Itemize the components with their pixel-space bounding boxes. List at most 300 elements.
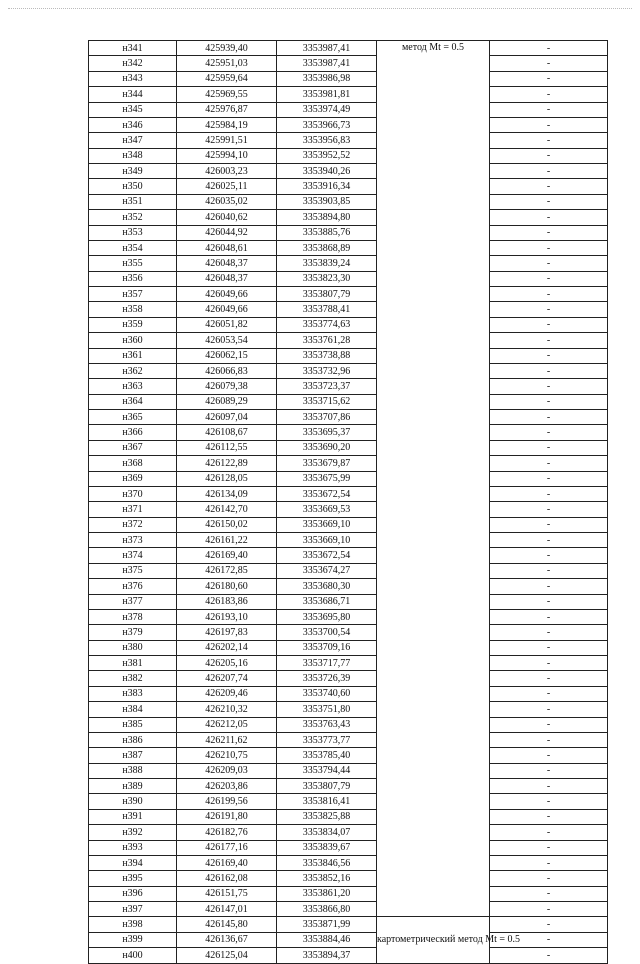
x-coordinate-cell: 426112,55 xyxy=(177,440,277,455)
table-row xyxy=(89,164,608,179)
point-name-cell: н390 xyxy=(89,794,177,809)
dash-cell: - xyxy=(490,102,608,117)
x-coordinate-cell: 425959,64 xyxy=(177,71,277,86)
y-coordinate-cell: 3353952,52 xyxy=(277,148,377,163)
x-coordinate-cell: 426049,66 xyxy=(177,302,277,317)
y-coordinate-cell: 3353903,85 xyxy=(277,194,377,209)
dash-cell: - xyxy=(490,117,608,132)
dash-cell: - xyxy=(490,579,608,594)
x-coordinate-cell: 426150,02 xyxy=(177,517,277,532)
table-row xyxy=(89,702,608,717)
dash-cell: - xyxy=(490,656,608,671)
point-name-cell: н385 xyxy=(89,717,177,732)
y-coordinate-cell: 3353940,26 xyxy=(277,164,377,179)
x-coordinate-cell: 426151,75 xyxy=(177,886,277,901)
y-coordinate-cell: 3353807,79 xyxy=(277,779,377,794)
table-row xyxy=(89,410,608,425)
point-name-cell: н371 xyxy=(89,502,177,517)
x-coordinate-cell: 425951,03 xyxy=(177,56,277,71)
x-coordinate-cell: 426097,04 xyxy=(177,410,277,425)
point-name-cell: н382 xyxy=(89,671,177,686)
y-coordinate-cell: 3353690,20 xyxy=(277,440,377,455)
dash-cell: - xyxy=(490,948,608,963)
point-name-cell: н341 xyxy=(89,41,177,56)
y-coordinate-cell: 3353726,39 xyxy=(277,671,377,686)
x-coordinate-cell: 426053,54 xyxy=(177,333,277,348)
point-name-cell: н354 xyxy=(89,240,177,255)
dash-cell: - xyxy=(490,348,608,363)
table-row xyxy=(89,41,608,56)
dash-cell: - xyxy=(490,210,608,225)
table-row xyxy=(89,609,608,624)
dash-cell: - xyxy=(490,548,608,563)
dash-cell: - xyxy=(490,902,608,917)
y-coordinate-cell: 3353981,81 xyxy=(277,87,377,102)
x-coordinate-cell: 425984,19 xyxy=(177,117,277,132)
y-coordinate-cell: 3353788,41 xyxy=(277,302,377,317)
point-name-cell: н360 xyxy=(89,333,177,348)
table-row xyxy=(89,671,608,686)
point-name-cell: н349 xyxy=(89,164,177,179)
method-note-cell-bottom: картометрический метод Mt = 0.5 xyxy=(377,917,490,963)
table-row xyxy=(89,779,608,794)
dash-cell: - xyxy=(490,379,608,394)
point-name-cell: н348 xyxy=(89,148,177,163)
x-coordinate-cell: 425994,10 xyxy=(177,148,277,163)
table-row xyxy=(89,486,608,501)
dash-cell: - xyxy=(490,471,608,486)
table-row xyxy=(89,379,608,394)
table-row xyxy=(89,394,608,409)
x-coordinate-cell: 426193,10 xyxy=(177,609,277,624)
y-coordinate-cell: 3353823,30 xyxy=(277,271,377,286)
x-coordinate-cell: 426209,46 xyxy=(177,686,277,701)
table-row xyxy=(89,71,608,86)
dash-cell: - xyxy=(490,148,608,163)
dash-cell: - xyxy=(490,886,608,901)
table-row xyxy=(89,748,608,763)
y-coordinate-cell: 3353816,41 xyxy=(277,794,377,809)
point-name-cell: н356 xyxy=(89,271,177,286)
x-coordinate-cell: 426044,92 xyxy=(177,225,277,240)
x-coordinate-cell: 426147,01 xyxy=(177,902,277,917)
point-name-cell: н344 xyxy=(89,87,177,102)
dash-cell: - xyxy=(490,179,608,194)
x-coordinate-cell: 426108,67 xyxy=(177,425,277,440)
table-row xyxy=(89,502,608,517)
point-name-cell: н358 xyxy=(89,302,177,317)
x-coordinate-cell: 426172,85 xyxy=(177,563,277,578)
table-row xyxy=(89,886,608,901)
table-row xyxy=(89,56,608,71)
x-coordinate-cell: 425976,87 xyxy=(177,102,277,117)
dash-cell: - xyxy=(490,917,608,932)
point-name-cell: н384 xyxy=(89,702,177,717)
x-coordinate-cell: 426089,29 xyxy=(177,394,277,409)
x-coordinate-cell: 425969,55 xyxy=(177,87,277,102)
dash-cell: - xyxy=(490,410,608,425)
y-coordinate-cell: 3353852,16 xyxy=(277,871,377,886)
point-name-cell: н350 xyxy=(89,179,177,194)
point-name-cell: н399 xyxy=(89,932,177,947)
table-row xyxy=(89,179,608,194)
dash-cell: - xyxy=(490,502,608,517)
point-name-cell: н359 xyxy=(89,317,177,332)
point-name-cell: н393 xyxy=(89,840,177,855)
dash-cell: - xyxy=(490,533,608,548)
table-row xyxy=(89,732,608,747)
y-coordinate-cell: 3353761,28 xyxy=(277,333,377,348)
y-coordinate-cell: 3353868,89 xyxy=(277,240,377,255)
dash-cell: - xyxy=(490,56,608,71)
point-name-cell: н379 xyxy=(89,625,177,640)
scan-top-marks xyxy=(8,8,632,15)
x-coordinate-cell: 426199,56 xyxy=(177,794,277,809)
point-name-cell: н357 xyxy=(89,287,177,302)
x-coordinate-cell: 426122,89 xyxy=(177,456,277,471)
point-name-cell: н383 xyxy=(89,686,177,701)
point-name-cell: н366 xyxy=(89,425,177,440)
point-name-cell: н346 xyxy=(89,117,177,132)
table-row xyxy=(89,717,608,732)
x-coordinate-cell: 426203,86 xyxy=(177,779,277,794)
y-coordinate-cell: 3353669,53 xyxy=(277,502,377,517)
table-row xyxy=(89,794,608,809)
x-coordinate-cell: 426162,08 xyxy=(177,871,277,886)
point-name-cell: н353 xyxy=(89,225,177,240)
table-row xyxy=(89,686,608,701)
x-coordinate-cell: 426035,02 xyxy=(177,194,277,209)
point-name-cell: н355 xyxy=(89,256,177,271)
table-row xyxy=(89,363,608,378)
dash-cell: - xyxy=(490,240,608,255)
table-row xyxy=(89,471,608,486)
point-name-cell: н363 xyxy=(89,379,177,394)
x-coordinate-cell: 426136,67 xyxy=(177,932,277,947)
dash-cell: - xyxy=(490,640,608,655)
dash-cell: - xyxy=(490,625,608,640)
coordinates-table-body xyxy=(89,41,608,964)
table-row xyxy=(89,640,608,655)
y-coordinate-cell: 3353700,54 xyxy=(277,625,377,640)
table-row xyxy=(89,240,608,255)
point-name-cell: н372 xyxy=(89,517,177,532)
table-row xyxy=(89,902,608,917)
y-coordinate-cell: 3353740,60 xyxy=(277,686,377,701)
point-name-cell: н378 xyxy=(89,609,177,624)
dash-cell: - xyxy=(490,717,608,732)
y-coordinate-cell: 3353709,16 xyxy=(277,640,377,655)
dash-cell: - xyxy=(490,225,608,240)
dash-cell: - xyxy=(490,517,608,532)
x-coordinate-cell: 426209,03 xyxy=(177,763,277,778)
point-name-cell: н396 xyxy=(89,886,177,901)
y-coordinate-cell: 3353669,10 xyxy=(277,533,377,548)
dash-cell: - xyxy=(490,825,608,840)
y-coordinate-cell: 3353674,27 xyxy=(277,563,377,578)
dash-cell: - xyxy=(490,671,608,686)
dash-cell: - xyxy=(490,855,608,870)
point-name-cell: н347 xyxy=(89,133,177,148)
point-name-cell: н376 xyxy=(89,579,177,594)
table-row xyxy=(89,656,608,671)
dash-cell: - xyxy=(490,133,608,148)
y-coordinate-cell: 3353686,71 xyxy=(277,594,377,609)
x-coordinate-cell: 426205,16 xyxy=(177,656,277,671)
table-row xyxy=(89,194,608,209)
dash-cell: - xyxy=(490,779,608,794)
table-row xyxy=(89,87,608,102)
x-coordinate-cell: 426169,40 xyxy=(177,548,277,563)
y-coordinate-cell: 3353738,88 xyxy=(277,348,377,363)
point-name-cell: н352 xyxy=(89,210,177,225)
x-coordinate-cell: 426049,66 xyxy=(177,287,277,302)
dash-cell: - xyxy=(490,41,608,56)
y-coordinate-cell: 3353974,49 xyxy=(277,102,377,117)
y-coordinate-cell: 3353986,98 xyxy=(277,71,377,86)
y-coordinate-cell: 3353680,30 xyxy=(277,579,377,594)
dash-cell: - xyxy=(490,302,608,317)
table-row xyxy=(89,256,608,271)
x-coordinate-cell: 425939,40 xyxy=(177,41,277,56)
point-name-cell: н375 xyxy=(89,563,177,578)
x-coordinate-cell: 426161,22 xyxy=(177,533,277,548)
x-coordinate-cell: 425991,51 xyxy=(177,133,277,148)
x-coordinate-cell: 426048,37 xyxy=(177,256,277,271)
dash-cell: - xyxy=(490,609,608,624)
x-coordinate-cell: 426180,60 xyxy=(177,579,277,594)
y-coordinate-cell: 3353866,80 xyxy=(277,902,377,917)
dash-cell: - xyxy=(490,794,608,809)
y-coordinate-cell: 3353763,43 xyxy=(277,717,377,732)
y-coordinate-cell: 3353839,67 xyxy=(277,840,377,855)
table-row xyxy=(89,271,608,286)
y-coordinate-cell: 3353717,77 xyxy=(277,656,377,671)
point-name-cell: н388 xyxy=(89,763,177,778)
y-coordinate-cell: 3353794,44 xyxy=(277,763,377,778)
point-name-cell: н392 xyxy=(89,825,177,840)
y-coordinate-cell: 3353774,63 xyxy=(277,317,377,332)
table-row xyxy=(89,225,608,240)
x-coordinate-cell: 426177,16 xyxy=(177,840,277,855)
table-row xyxy=(89,579,608,594)
table-row xyxy=(89,287,608,302)
table-row xyxy=(89,825,608,840)
point-name-cell: н342 xyxy=(89,56,177,71)
point-name-cell: н381 xyxy=(89,656,177,671)
table-row xyxy=(89,102,608,117)
y-coordinate-cell: 3353966,73 xyxy=(277,117,377,132)
dash-cell: - xyxy=(490,287,608,302)
dash-cell: - xyxy=(490,425,608,440)
dash-cell: - xyxy=(490,194,608,209)
point-name-cell: н400 xyxy=(89,948,177,963)
x-coordinate-cell: 426128,05 xyxy=(177,471,277,486)
point-name-cell: н345 xyxy=(89,102,177,117)
y-coordinate-cell: 3353679,87 xyxy=(277,456,377,471)
x-coordinate-cell: 426051,82 xyxy=(177,317,277,332)
table-row xyxy=(89,763,608,778)
dash-cell: - xyxy=(490,486,608,501)
point-name-cell: н365 xyxy=(89,410,177,425)
point-name-cell: н343 xyxy=(89,71,177,86)
point-name-cell: н370 xyxy=(89,486,177,501)
dash-cell: - xyxy=(490,333,608,348)
table-row xyxy=(89,210,608,225)
y-coordinate-cell: 3353871,99 xyxy=(277,917,377,932)
table-row xyxy=(89,917,608,932)
table-row xyxy=(89,533,608,548)
table-row xyxy=(89,117,608,132)
table-row xyxy=(89,840,608,855)
x-coordinate-cell: 426062,15 xyxy=(177,348,277,363)
point-name-cell: н351 xyxy=(89,194,177,209)
point-name-cell: н367 xyxy=(89,440,177,455)
point-name-cell: н387 xyxy=(89,748,177,763)
point-name-cell: н373 xyxy=(89,533,177,548)
y-coordinate-cell: 3353751,80 xyxy=(277,702,377,717)
point-name-cell: н398 xyxy=(89,917,177,932)
table-row xyxy=(89,148,608,163)
y-coordinate-cell: 3353894,80 xyxy=(277,210,377,225)
dash-cell: - xyxy=(490,686,608,701)
y-coordinate-cell: 3353825,88 xyxy=(277,809,377,824)
point-name-cell: н386 xyxy=(89,732,177,747)
x-coordinate-cell: 426145,80 xyxy=(177,917,277,932)
x-coordinate-cell: 426025,11 xyxy=(177,179,277,194)
dash-cell: - xyxy=(490,748,608,763)
table-row xyxy=(89,440,608,455)
table-row xyxy=(89,517,608,532)
x-coordinate-cell: 426048,61 xyxy=(177,240,277,255)
table-row xyxy=(89,425,608,440)
coordinates-table xyxy=(88,40,608,964)
x-coordinate-cell: 426003,23 xyxy=(177,164,277,179)
x-coordinate-cell: 426066,83 xyxy=(177,363,277,378)
point-name-cell: н364 xyxy=(89,394,177,409)
dash-cell: - xyxy=(490,594,608,609)
point-name-cell: н374 xyxy=(89,548,177,563)
y-coordinate-cell: 3353861,20 xyxy=(277,886,377,901)
y-coordinate-cell: 3353695,80 xyxy=(277,609,377,624)
point-name-cell: н391 xyxy=(89,809,177,824)
y-coordinate-cell: 3353894,37 xyxy=(277,948,377,963)
dash-cell: - xyxy=(490,71,608,86)
y-coordinate-cell: 3353707,86 xyxy=(277,410,377,425)
dash-cell: - xyxy=(490,256,608,271)
dash-cell: - xyxy=(490,871,608,886)
x-coordinate-cell: 426183,86 xyxy=(177,594,277,609)
y-coordinate-cell: 3353672,54 xyxy=(277,548,377,563)
table-row xyxy=(89,133,608,148)
table-row xyxy=(89,333,608,348)
x-coordinate-cell: 426048,37 xyxy=(177,271,277,286)
y-coordinate-cell: 3353987,41 xyxy=(277,41,377,56)
x-coordinate-cell: 426169,40 xyxy=(177,855,277,870)
dash-cell: - xyxy=(490,440,608,455)
y-coordinate-cell: 3353723,37 xyxy=(277,379,377,394)
x-coordinate-cell: 426079,38 xyxy=(177,379,277,394)
method-note-cell: метод Mt = 0.5 xyxy=(377,41,490,917)
x-coordinate-cell: 426197,83 xyxy=(177,625,277,640)
y-coordinate-cell: 3353834,07 xyxy=(277,825,377,840)
table-row xyxy=(89,348,608,363)
y-coordinate-cell: 3353773,77 xyxy=(277,732,377,747)
y-coordinate-cell: 3353715,62 xyxy=(277,394,377,409)
x-coordinate-cell: 426134,09 xyxy=(177,486,277,501)
x-coordinate-cell: 426125,04 xyxy=(177,948,277,963)
dash-cell: - xyxy=(490,932,608,947)
y-coordinate-cell: 3353956,83 xyxy=(277,133,377,148)
table-row xyxy=(89,456,608,471)
point-name-cell: н377 xyxy=(89,594,177,609)
dash-cell: - xyxy=(490,456,608,471)
table-row xyxy=(89,563,608,578)
y-coordinate-cell: 3353672,54 xyxy=(277,486,377,501)
x-coordinate-cell: 426210,32 xyxy=(177,702,277,717)
y-coordinate-cell: 3353807,79 xyxy=(277,287,377,302)
dash-cell: - xyxy=(490,164,608,179)
point-name-cell: н361 xyxy=(89,348,177,363)
y-coordinate-cell: 3353916,34 xyxy=(277,179,377,194)
table-row xyxy=(89,594,608,609)
y-coordinate-cell: 3353732,96 xyxy=(277,363,377,378)
x-coordinate-cell: 426212,05 xyxy=(177,717,277,732)
dash-cell: - xyxy=(490,840,608,855)
point-name-cell: н389 xyxy=(89,779,177,794)
point-name-cell: н397 xyxy=(89,902,177,917)
x-coordinate-cell: 426191,80 xyxy=(177,809,277,824)
y-coordinate-cell: 3353695,37 xyxy=(277,425,377,440)
table-row xyxy=(89,302,608,317)
x-coordinate-cell: 426142,70 xyxy=(177,502,277,517)
y-coordinate-cell: 3353884,46 xyxy=(277,932,377,947)
x-coordinate-cell: 426207,74 xyxy=(177,671,277,686)
dash-cell: - xyxy=(490,809,608,824)
dash-cell: - xyxy=(490,702,608,717)
table-row xyxy=(89,948,608,963)
table-row xyxy=(89,625,608,640)
x-coordinate-cell: 426202,14 xyxy=(177,640,277,655)
y-coordinate-cell: 3353839,24 xyxy=(277,256,377,271)
y-coordinate-cell: 3353846,56 xyxy=(277,855,377,870)
point-name-cell: н362 xyxy=(89,363,177,378)
point-name-cell: н368 xyxy=(89,456,177,471)
table-row xyxy=(89,317,608,332)
dash-cell: - xyxy=(490,563,608,578)
point-name-cell: н380 xyxy=(89,640,177,655)
table-row xyxy=(89,855,608,870)
point-name-cell: н369 xyxy=(89,471,177,486)
dash-cell: - xyxy=(490,763,608,778)
dash-cell: - xyxy=(490,87,608,102)
dash-cell: - xyxy=(490,732,608,747)
table-row xyxy=(89,809,608,824)
dash-cell: - xyxy=(490,271,608,286)
table-row xyxy=(89,871,608,886)
point-name-cell: н394 xyxy=(89,855,177,870)
table-row xyxy=(89,548,608,563)
dash-cell: - xyxy=(490,363,608,378)
y-coordinate-cell: 3353987,41 xyxy=(277,56,377,71)
y-coordinate-cell: 3353885,76 xyxy=(277,225,377,240)
x-coordinate-cell: 426210,75 xyxy=(177,748,277,763)
dash-cell: - xyxy=(490,394,608,409)
y-coordinate-cell: 3353675,99 xyxy=(277,471,377,486)
table-row xyxy=(89,932,608,947)
x-coordinate-cell: 426211,62 xyxy=(177,732,277,747)
x-coordinate-cell: 426040,62 xyxy=(177,210,277,225)
